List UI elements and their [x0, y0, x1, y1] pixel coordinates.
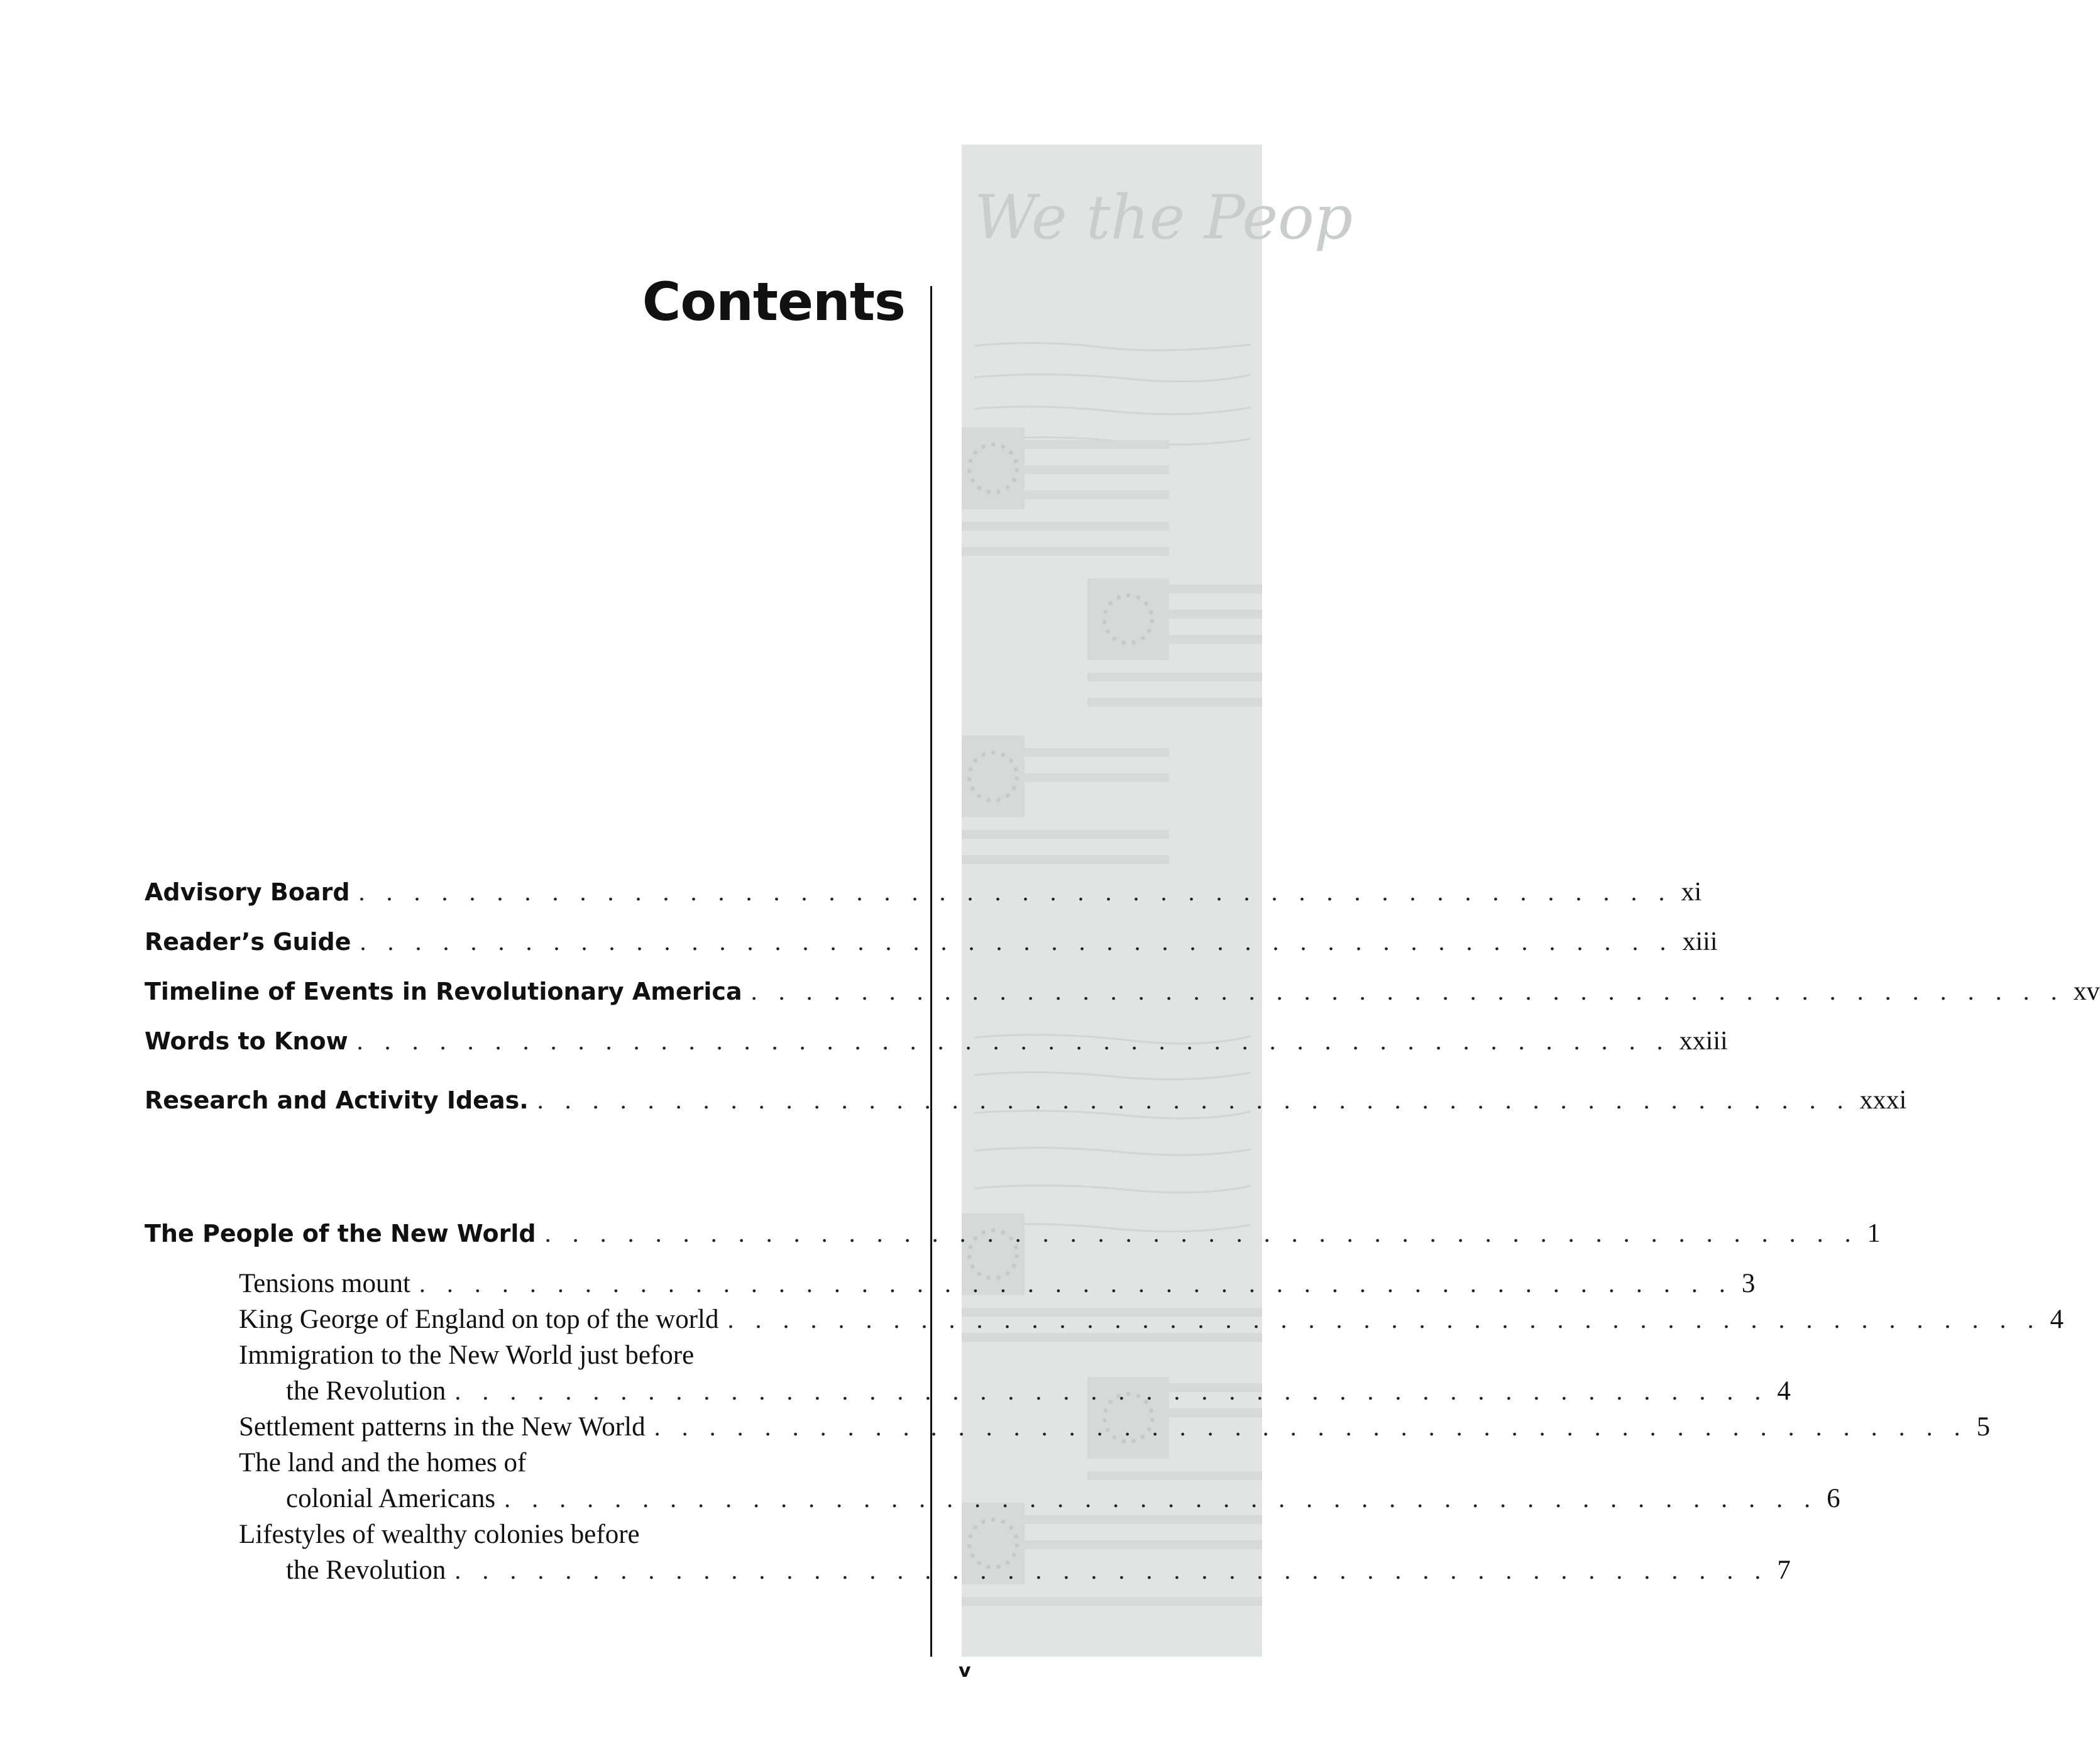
toc-chapter-people-new-world[interactable]	[145, 1218, 1881, 1249]
section-page: 5	[1976, 1412, 1991, 1442]
toc-section-land-homes-line1[interactable]: The land and the homes of	[239, 1448, 527, 1478]
toc-page: xv	[2073, 977, 2100, 1006]
section-title: Settlement patterns in the New World	[239, 1412, 646, 1442]
section-page: 7	[1777, 1555, 1791, 1585]
toc-section-king-george[interactable]	[239, 1304, 2064, 1335]
section-page: 3	[1741, 1269, 1756, 1298]
contents-heading: Contents	[642, 271, 905, 333]
dot-leader	[454, 1376, 1768, 1406]
toc-entry-research-ideas[interactable]	[145, 1085, 1907, 1115]
section-title-continued: colonial Americans	[286, 1484, 496, 1513]
chapter-page: 1	[1867, 1219, 1881, 1248]
toc-entry-advisory-board[interactable]	[145, 877, 1702, 907]
section-title-continued: the Revolution	[286, 1555, 446, 1585]
dot-leader	[728, 1305, 2042, 1334]
dot-leader	[545, 1218, 1859, 1248]
dot-leader	[454, 1555, 1768, 1585]
dot-leader	[504, 1484, 1818, 1513]
toc-page: xxiii	[1679, 1027, 1728, 1056]
toc-section-tensions-mount[interactable]	[239, 1268, 1756, 1299]
toc-page: xi	[1681, 878, 1702, 907]
dot-leader	[357, 1026, 1671, 1056]
toc-section-lifestyles-line1[interactable]: Lifestyles of wealthy colonies before	[239, 1520, 640, 1549]
section-page: 4	[2050, 1305, 2064, 1334]
dot-leader	[359, 877, 1673, 907]
section-title: King George of England on top of the world	[239, 1305, 719, 1334]
dot-leader	[360, 927, 1674, 956]
toc-entry-timeline[interactable]	[145, 976, 2100, 1007]
toc-section-immigration[interactable]	[286, 1376, 1791, 1406]
toc-section-land-homes[interactable]	[286, 1483, 1840, 1514]
toc-title: Timeline of Events in Revolutionary America	[145, 978, 742, 1005]
section-page: 6	[1827, 1484, 1840, 1513]
toc-title: Advisory Board	[145, 878, 350, 906]
toc-title: Reader’s Guide	[145, 928, 351, 956]
toc-title: Research and Activity Ideas.	[145, 1086, 529, 1114]
dot-leader	[654, 1412, 1968, 1442]
section-title: Tensions mount	[239, 1269, 410, 1298]
page-folio: v	[959, 1660, 971, 1682]
toc-entry-words-to-know[interactable]	[145, 1026, 1728, 1056]
dot-leader	[751, 976, 2065, 1006]
dot-leader	[419, 1269, 1733, 1298]
toc-entry-readers-guide[interactable]	[145, 927, 1718, 957]
dot-leader	[537, 1085, 1851, 1115]
toc-page: xiii	[1682, 927, 1718, 956]
section-page: 4	[1777, 1376, 1791, 1406]
chapter-title: The People of the New World	[145, 1220, 536, 1247]
vertical-rule	[930, 286, 932, 1657]
toc-section-settlement-patterns[interactable]	[239, 1411, 1991, 1442]
sidebar-script-text: We the Peop	[974, 182, 1353, 253]
toc-section-immigration-line1[interactable]: Immigration to the New World just before	[239, 1340, 695, 1370]
toc-section-lifestyles[interactable]	[286, 1555, 1791, 1586]
section-title-continued: the Revolution	[286, 1376, 446, 1406]
toc-page: xxxi	[1859, 1086, 1907, 1115]
toc-title: Words to Know	[145, 1027, 348, 1055]
